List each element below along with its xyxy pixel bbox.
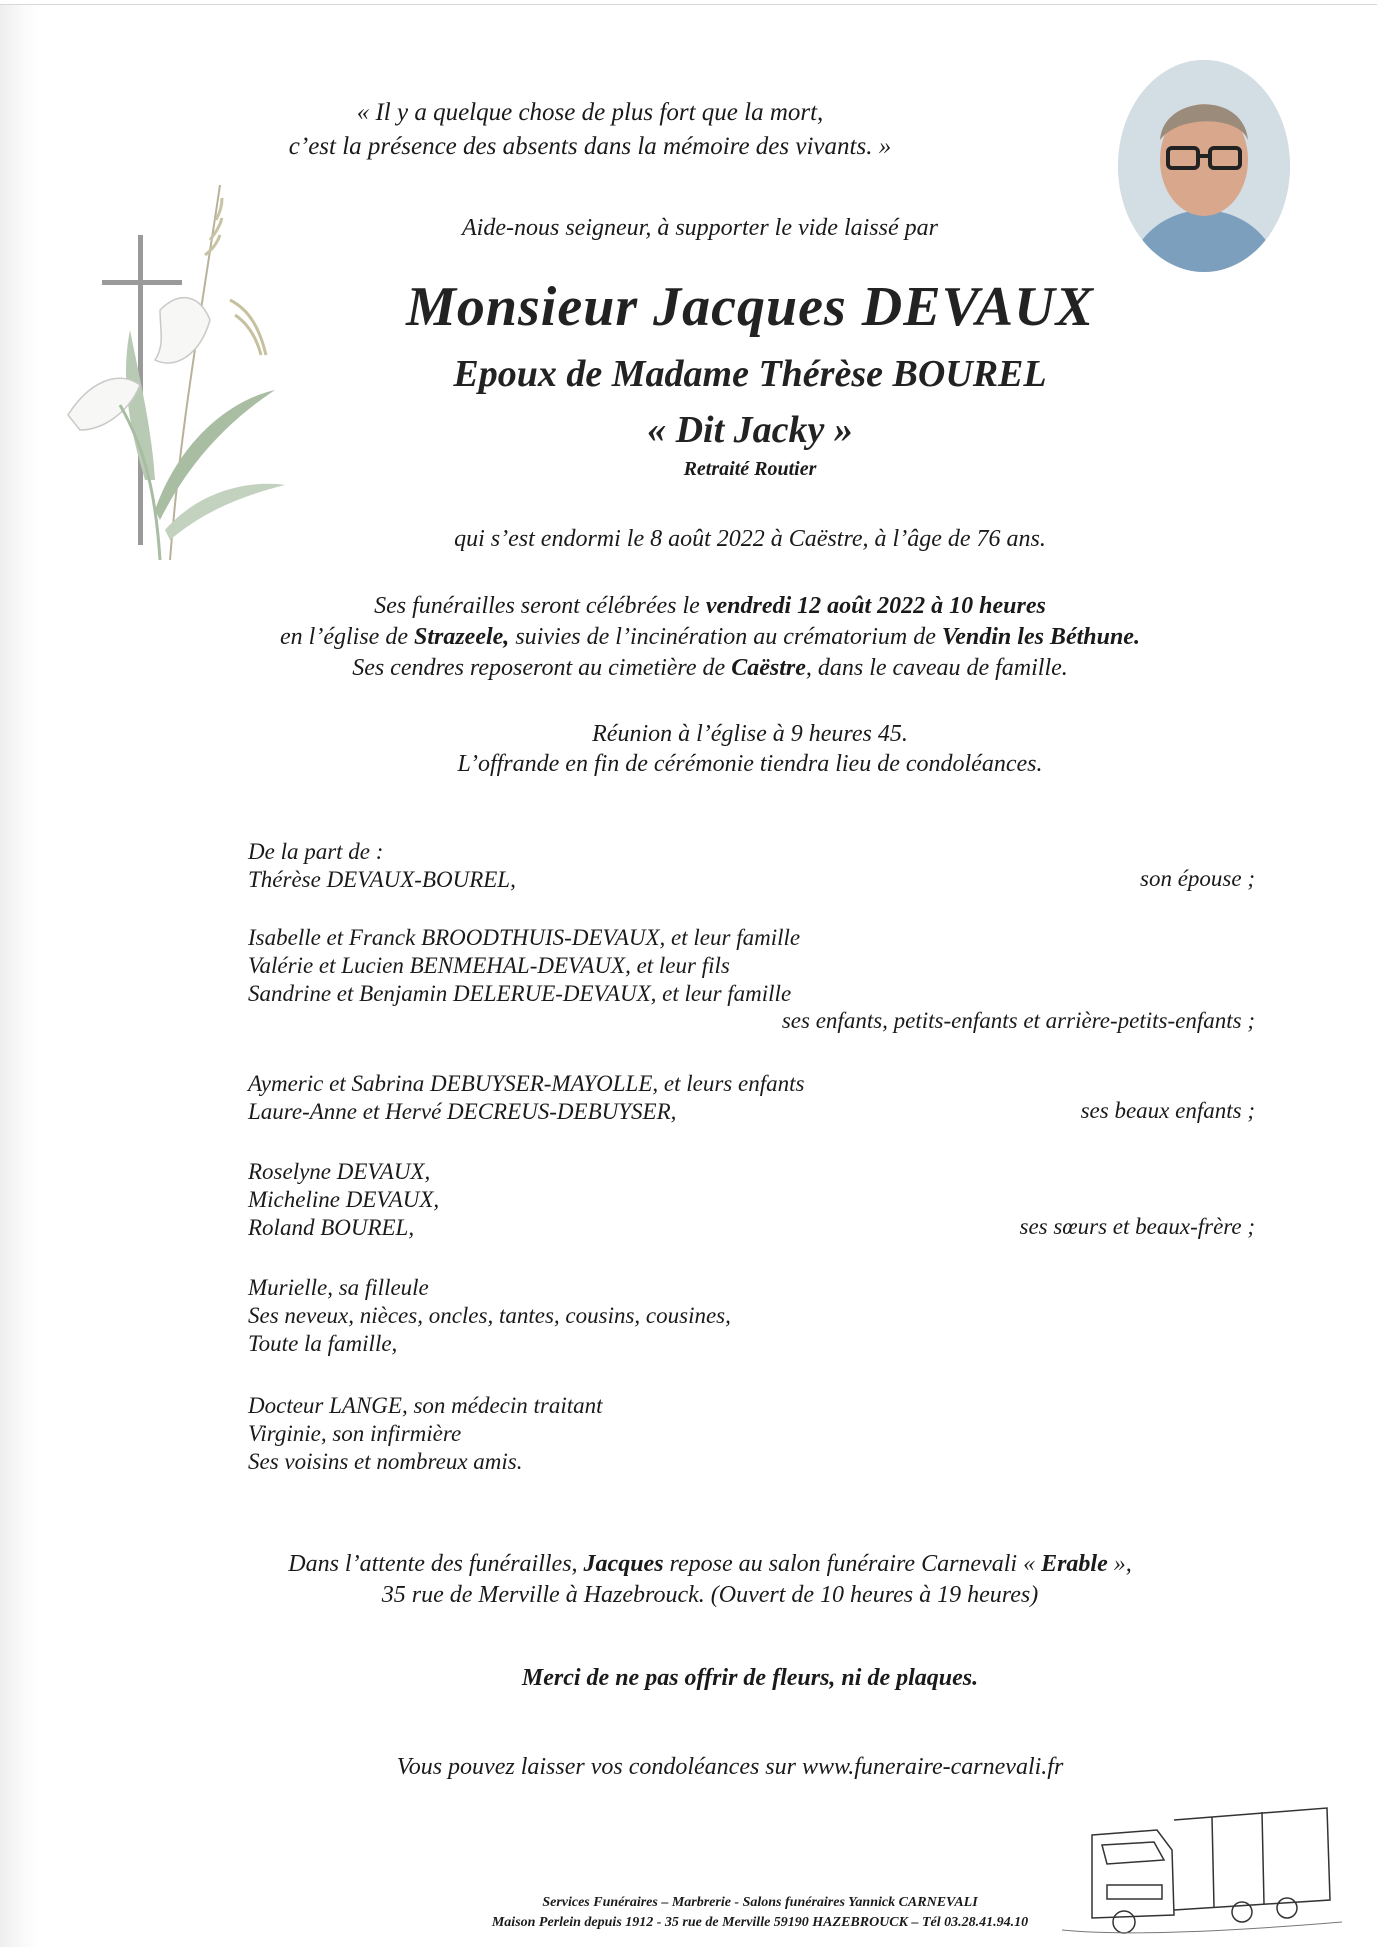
family-g2-line-3: Sandrine et Benjamin DELERUE-DEVAUX, et leur famille (248, 981, 792, 1006)
crematorium-place: Vendin les Béthune. (941, 624, 1140, 650)
family-g1-line-1: Thérèse DEVAUX-BOUREL, (248, 867, 516, 892)
occupation: Retraité Routier (683, 458, 817, 480)
meeting-line-2: L’offrande en fin de cérémonie tiendra lieu de condoléances. (457, 751, 1043, 777)
rest-line-1-c: repose au salon funéraire Carnevali « (663, 1551, 1042, 1577)
death-line: qui s’est endormi le 8 août 2022 à Caëstre, à l’âge de 76 ans. (454, 526, 1046, 552)
funeral-line-1-text: Ses funérailles seront célébrées le (374, 593, 706, 619)
nickname: « Dit Jacky » (647, 409, 853, 451)
family-g5-line-1: Murielle, sa filleule (248, 1275, 429, 1300)
family-g1-relation: son épouse ; (1140, 866, 1255, 891)
rest-line-1 (240, 1550, 1180, 1578)
condolences-line: Vous pouvez laisser vos condoléances sur www.funeraire-carnevali.fr (396, 1754, 1064, 1780)
funeral-line-2-a: en l’église de (280, 624, 414, 650)
family-g3-line-1: Aymeric et Sabrina DEBUYSER-MAYOLLE, et leurs enfants (248, 1071, 805, 1096)
wheat-ear-2 (230, 300, 266, 355)
family-g5-line-3: Toute la famille, (248, 1331, 398, 1356)
epigraph-line-2: c’est la présence des absents dans la mémoire des vivants. » (288, 133, 892, 160)
family-g4-relation: ses sœurs et beaux-frère ; (1019, 1214, 1255, 1239)
family-g4-line-3: Roland BOUREL, (248, 1215, 415, 1240)
family-g3-relation: ses beaux enfants ; (1080, 1098, 1255, 1123)
scan-top-edge (0, 4, 1377, 5)
epigraph-line-1: « Il y a quelque chose de plus fort que la mort, (356, 99, 824, 126)
cross-horizontal (102, 280, 182, 285)
funeral-line-1 (240, 592, 1180, 620)
funeral-line-3 (240, 654, 1180, 682)
truck-trailer (1174, 1808, 1330, 1910)
no-flowers-notice: Merci de ne pas offrir de fleurs, ni de plaques. (521, 1665, 979, 1691)
church-place: Strazeele, (413, 624, 510, 650)
family-g2-line-2: Valérie et Lucien BENMEHAL-DEVAUX, et leur fils (248, 953, 730, 978)
page-left-shadow (0, 5, 40, 1947)
family-g4-line-1: Roselyne DEVAUX, (248, 1159, 431, 1184)
family-g2-relation: ses enfants, petits-enfants et arrière-petits-enfants ; (781, 1008, 1255, 1033)
family-g2-line-1: Isabelle et Franck BROODTHUIS-DEVAUX, et leur famille (248, 925, 801, 950)
salon-name: Erable (1041, 1551, 1108, 1577)
spouse-line: Epoux de Madame Thérèse BOUREL (453, 353, 1047, 395)
leaf-3 (165, 484, 285, 540)
rest-first-name: Jacques (583, 1551, 664, 1577)
truck-wheel-rear-2 (1277, 1898, 1297, 1918)
funeral-line-3-c: , dans le caveau de famille. (805, 655, 1068, 681)
rest-line-1-a: Dans l’attente des funérailles, (288, 1551, 584, 1577)
funeral-line-2 (240, 623, 1180, 651)
family-g3-line-2: Laure-Anne et Hervé DECREUS-DEBUYSER, (248, 1099, 677, 1124)
rest-line-2: 35 rue de Merville à Hazebrouck. (Ouvert de 10 heures à 19 heures) (381, 1582, 1039, 1608)
family-g5-line-2: Ses neveux, nièces, oncles, tantes, cousins, cousines, (248, 1303, 731, 1328)
cemetery-place: Caëstre (731, 655, 806, 681)
family-g4-line-2: Micheline DEVAUX, (248, 1187, 440, 1212)
footer-line-1: Services Funéraires – Marbrerie - Salons funéraires Yannick CARNEVALI (542, 1895, 978, 1910)
footer-line-2: Maison Perlein depuis 1912 - 35 rue de Merville 59190 HAZEBROUCK – Tél 03.28.41.94.10 (491, 1915, 1029, 1930)
truck-windshield (1102, 1842, 1164, 1864)
funeral-date: vendredi 12 août 2022 à 10 heures (705, 593, 1046, 619)
funeral-line-3-a: Ses cendres reposeront au cimetière de (352, 655, 732, 681)
lily-flower-1 (155, 298, 210, 363)
family-g6-line-3: Ses voisins et nombreux amis. (248, 1449, 523, 1474)
family-g6-line-1: Docteur LANGE, son médecin traitant (248, 1393, 603, 1418)
portrait-photo (1118, 60, 1290, 272)
prayer-line: Aide-nous seigneur, à supporter le vide laissé par (462, 215, 938, 241)
deceased-name: Monsieur Jacques DEVAUX (406, 276, 1094, 338)
rest-line-1-e: », (1107, 1551, 1132, 1577)
family-intro: De la part de : (248, 839, 384, 864)
meeting-line-1: Réunion à l’église à 9 heures 45. (592, 721, 908, 747)
family-g6-line-2: Virginie, son infirmière (248, 1421, 462, 1446)
cross-lily-decoration (60, 180, 290, 600)
funeral-line-2-c: suivies de l’incinération au crématorium de (509, 624, 942, 650)
